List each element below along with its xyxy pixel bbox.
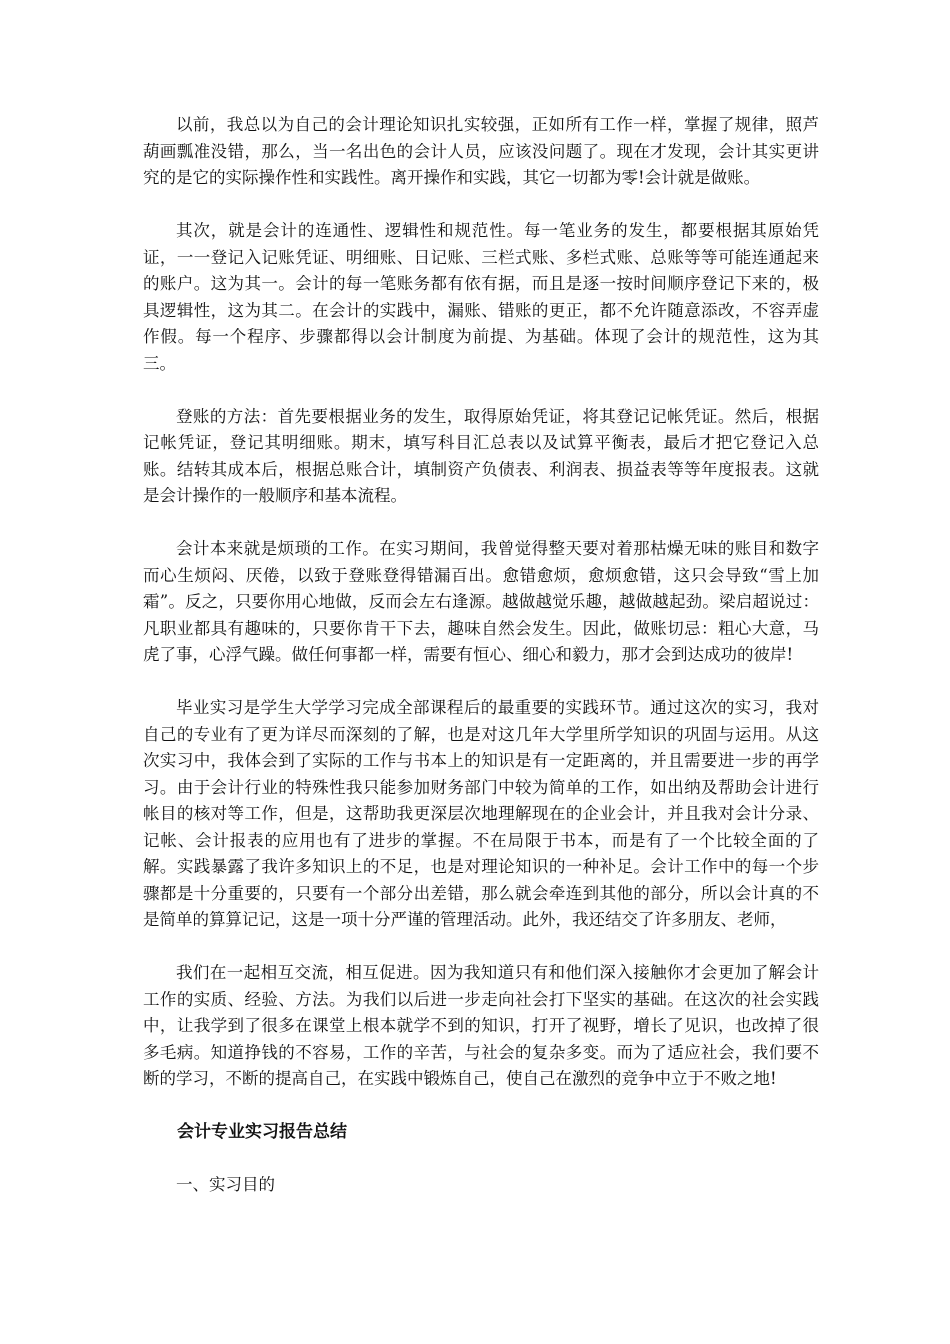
paragraph-1: 以前，我总以为自己的会计理论知识扎实较强，正如所有工作一样，掌握了规律，照芦葫画瓢准没错，那么，当一名出色的会计人员，应该没问题了。现在才发现，会计其实更讲究的是它的实际操作性和实践性。离开操作和实践，其它一切都为零!会计就是做账。	[143, 115, 819, 187]
document-body	[143, 112, 819, 1199]
paragraph-3: 登账的方法：首先要根据业务的发生，取得原始凭证，将其登记记帐凭证。然后，根据记帐凭证，登记其明细账。期末，填写科目汇总表以及试算平衡表，最后才把它登记入总账。结转其成本后，根据总账合计，填制资产负债表、利润表、损益表等等年度报表。这就是会计操作的一般顺序和基本流程。	[143, 406, 819, 505]
section-subheading: 一、实习目的	[176, 1175, 275, 1194]
section-heading: 会计专业实习报告总结	[177, 1122, 347, 1142]
paragraph-6: 我们在一起相互交流，相互促进。因为我知道只有和他们深入接触你才会更加了解会计工作的实质、经验、方法。为我们以后进一步走向社会打下坚实的基础。在这次的社会实践中，让我学到了很多在课堂上根本就学不到的知识，打开了视野，增长了见识，也改掉了很多毛病。知道挣钱的不容易，工作的辛苦，与社会的复杂多变。而为了适应社会，我们要不断的学习，不断的提高自己，在实践中锻炼自己，使自己在激烈的竞争中立于不败之地!	[143, 963, 819, 1088]
paragraph-4: 会计本来就是烦琐的工作。在实习期间，我曾觉得整天要对着那枯燥无味的账目和数字而心生烦闷、厌倦，以致于登账登得错漏百出。愈错愈烦，愈烦愈错，这只会导致“雪上加霜”。反之，只要你用心地做，反而会左右逢源。越做越觉乐趣，越做越起劲。梁启超说过：凡职业都具有趣味的，只要你肯干下去，趣味自然会发生。因此，做账切忌：粗心大意，马虎了事，心浮气躁。做任何事都一样，需要有恒心、细心和毅力，那才会到达成功的彼岸!	[143, 539, 819, 664]
paragraph-2: 其次，就是会计的连通性、逻辑性和规范性。每一笔业务的发生，都要根据其原始凭证，一一登记入记账凭证、明细账、日记账、三栏式账、多栏式账、总账等等可能连通起来的账户。这为其一。会计的每一笔账务都有依有据，而且是逐一按时间顺序登记下来的，极具逻辑性，这为其二。在会计的实践中，漏账、错账的更正，都不允许随意添改，不容弄虚作假。每一个程序、步骤都得以会计制度为前提、为基础。体现了会计的规范性，这为其三。	[143, 221, 819, 373]
paragraph-5: 毕业实习是学生大学学习完成全部课程后的最重要的实践环节。通过这次的实习，我对自己的专业有了更为详尽而深刻的了解，也是对这几年大学里所学知识的巩固与运用。从这次实习中，我体会到了实际的工作与书本上的知识是有一定距离的，并且需要进一步的再学习。由于会计行业的特殊性我只能参加财务部门中较为简单的工作，如出纳及帮助会计进行帐目的核对等工作，但是，这帮助我更深层次地理解现在的企业会计，并且我对会计分录、记帐、会计报表的应用也有了进步的掌握。不在局限于书本，而是有了一个比较全面的了解。实践暴露了我许多知识上的不足，也是对理论知识的一种补足。会计工作中的每一个步骤都是十分重要的，只要有一个部分出差错，那么就会牵连到其他的部分，所以会计真的不是简单的算算记记，这是一项十分严谨的管理活动。此外，我还结交了许多朋友、老师，	[143, 698, 819, 929]
